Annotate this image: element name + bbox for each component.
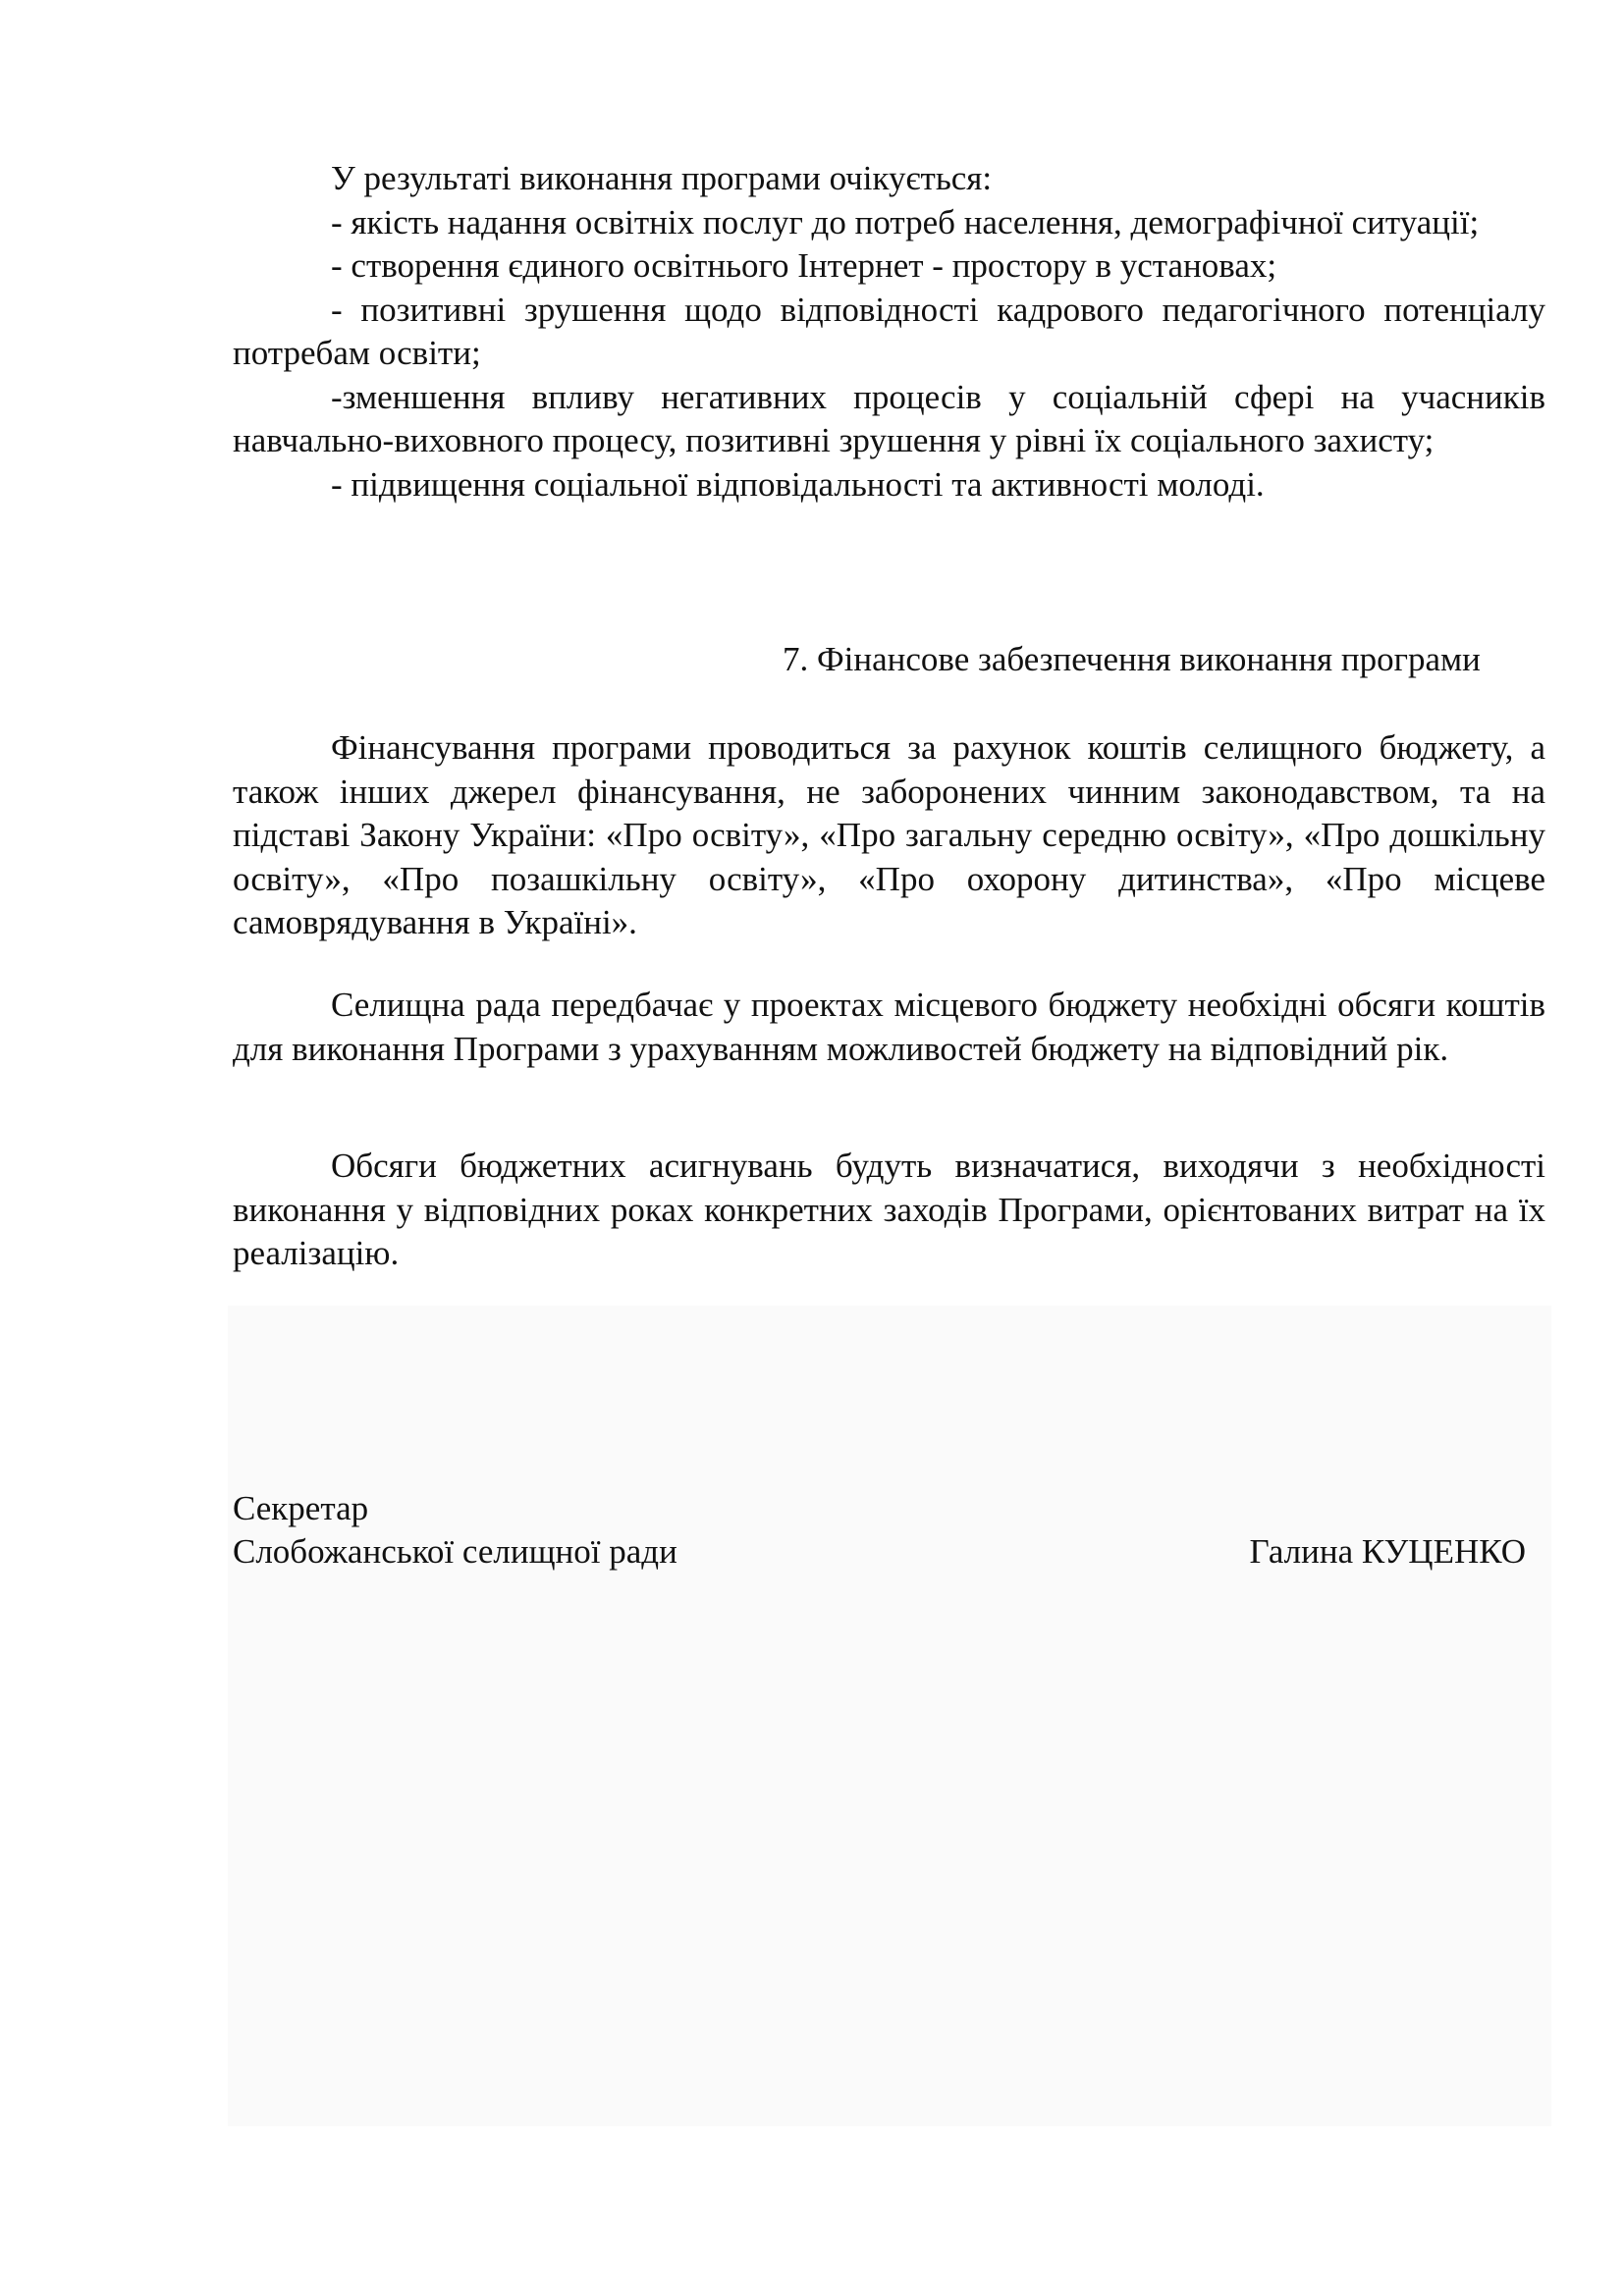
section-heading <box>233 638 1545 681</box>
results-intro: У результаті виконання програми очікується: <box>331 159 993 197</box>
signatory-role <box>233 1487 677 1574</box>
financing-paragraph-3 <box>233 1145 1545 1276</box>
financing-paragraph-2 <box>233 984 1545 1071</box>
results-item: - якість надання освітніх послуг до потреб населення, демографічної ситуації; <box>331 202 1480 241</box>
results-item: -зменшення впливу негативних процесів у соціальній сфері на учасників навчально-виховного процесу, позитивні зрушення у рівні їх соціального захисту; <box>233 377 1545 459</box>
financing-paragraph-1 <box>233 726 1545 945</box>
paragraph-text: Фінансування програми проводиться за рахунок коштів селищного бюджету, а також інших джерел фінансування, не заборонених чинним законодавством, та на підставі Закону України: «Про освіту», «Про загальну середню освіту», «Про дошкільну освіту», «Про позашкільну освіту», «Про охорону дитинства», «Про місцеве самоврядування в Україні». <box>233 728 1545 941</box>
signatory-title: Секретар <box>233 1489 369 1527</box>
signatory-organization: Слобожанської селищної ради <box>233 1532 677 1571</box>
signatory-name: Галина КУЦЕНКО <box>1249 1532 1526 1571</box>
paragraph-text: Селищна рада передбачає у проектах місцевого бюджету необхідні обсяги коштів для виконання Програми з урахуванням можливостей бюджету на відповідний рік. <box>233 986 1545 1068</box>
results-item: - підвищення соціальної відповідальності та активності молоді. <box>331 464 1265 504</box>
results-item: - позитивні зрушення щодо відповідності кадрового педагогічного потенціалу потребам освіти; <box>233 290 1545 372</box>
paragraph-text: Обсяги бюджетних асигнувань будуть визначатися, виходячи з необхідності виконання у відповідних роках конкретних заходів Програми, орієнтованих витрат на їх реалізацію. <box>233 1147 1545 1272</box>
signature-area <box>228 1306 1551 2126</box>
section-heading-text: 7. Фінансове забезпечення виконання програми <box>783 640 1481 678</box>
expected-results-block <box>233 157 1545 507</box>
results-item: - створення єдиного освітнього Інтернет - простору в установах; <box>331 246 1277 285</box>
